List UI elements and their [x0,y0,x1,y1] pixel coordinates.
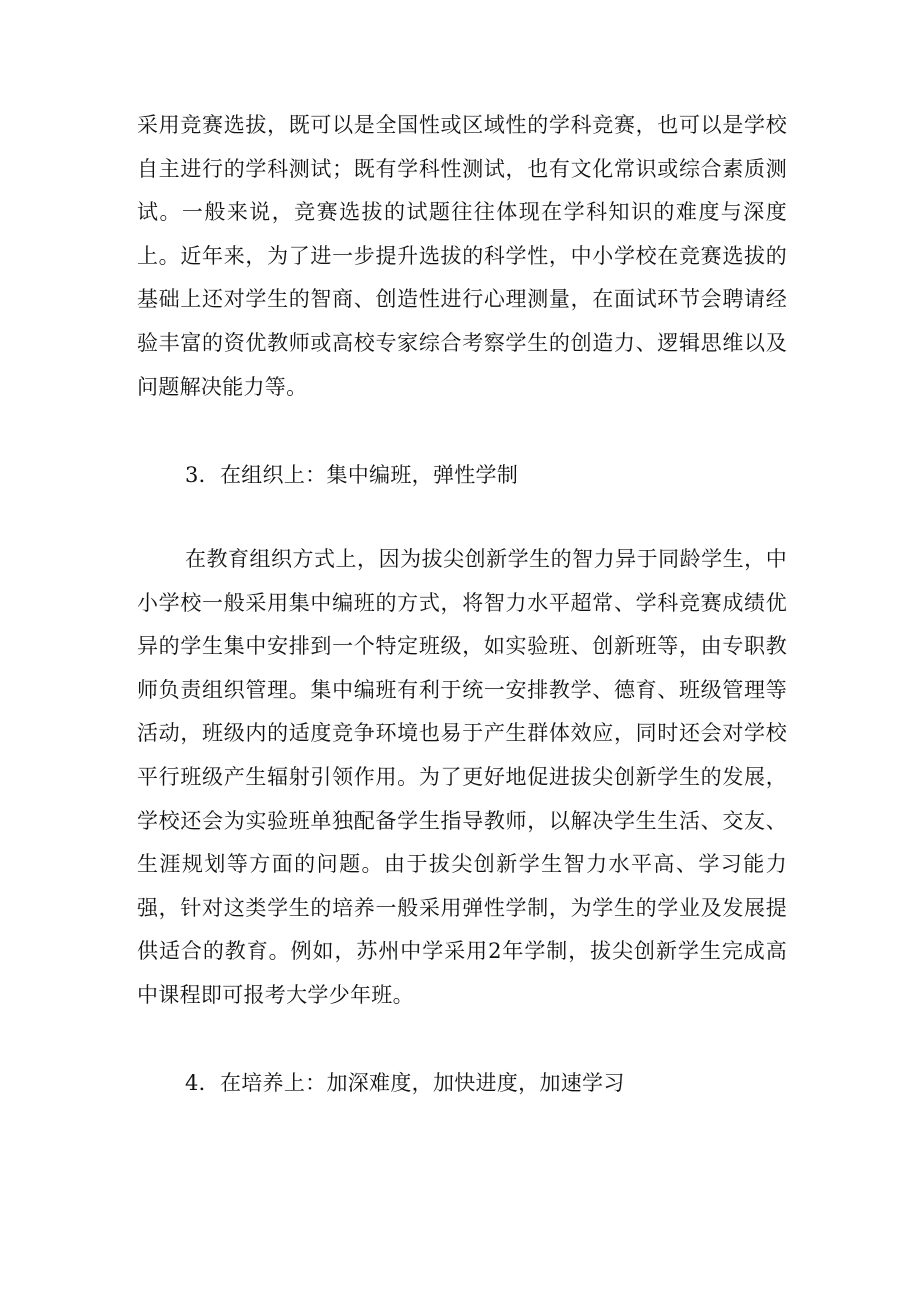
section-heading-cultivation: 4．在培养上：加深难度，加快进度，加速学习 [185,1071,625,1095]
body-paragraph-selection: 采用竞赛选拔，既可以是全国性或区域性的学科竞赛，也可以是学校自主进行的学科测试；既有学科性测试，也有文化常识或综合素质测试。一般来说，竞赛选拔的试题往往体现在学科知识的难度与深度上。近年来，为了进一步提升选拔的科学性，中小学校在竞赛选拔的基础上还对学生的智商、创造性进行心理测量，在面试环节会聘请经验丰富的资优教师或高校专家综合考察学生的创造力、逻辑思维以及问题解决能力等。 [137,113,787,399]
body-paragraph-organization: 在教育组织方式上，因为拔尖创新学生的智力异于同龄学生，中小学校一般采用集中编班的方式，将智力水平超常、学科竞赛成绩优异的学生集中安排到一个特定班级，如实验班、创新班等，由专职教师负责组织管理。集中编班有利于统一安排教学、德育、班级管理等活动，班级内的适度竞争环境也易于产生群体效应，同时还会对学校平行班级产生辐射引领作用。为了更好地促进拔尖创新学生的发展，学校还会为实验班单独配备学生指导教师，以解决学生生活、交友、生涯规划等方面的问题。由于拔尖创新学生智力水平高、学习能力强，针对这类学生的培养一般采用弹性学制，为学生的学业及发展提供适合的教育。例如，苏州中学采用2年学制，拔尖创新学生完成高中课程即可报考大学少年班。 [137,547,787,1007]
section-heading-organization: 3．在组织上：集中编班，弹性学制 [185,463,519,487]
